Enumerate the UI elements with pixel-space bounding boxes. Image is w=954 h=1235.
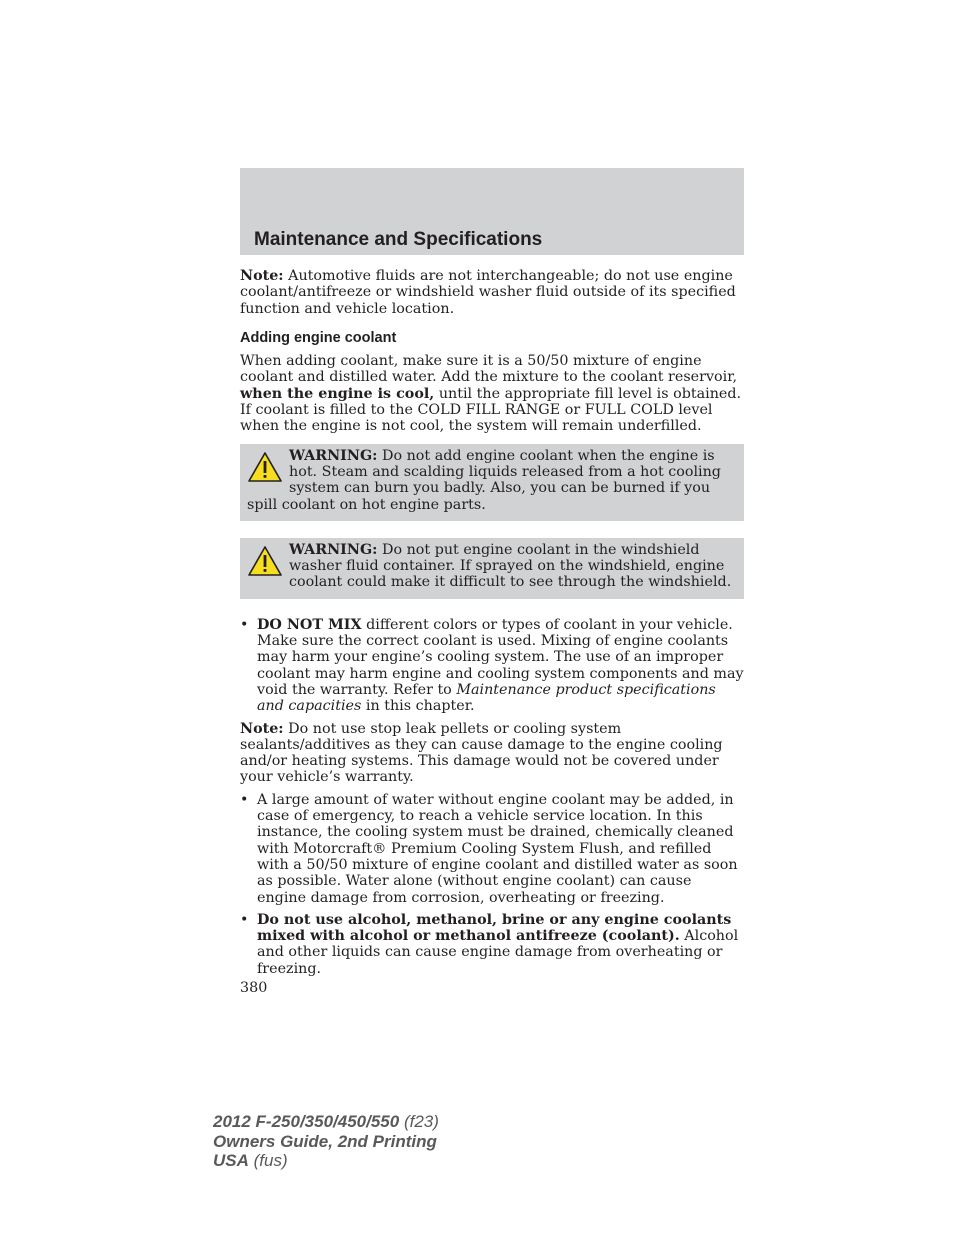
note-automotive-fluids: Note: Automotive fluids are not interchangeable; do not use engine coolant/antifreeze or windshield washer fluid outside of its specified function and vehicle location. — [240, 268, 736, 317]
page-content — [240, 268, 744, 996]
footer-edition-line: Owners Guide, 2nd Printing — [213, 1131, 437, 1151]
document-footer — [213, 1112, 439, 1171]
section-title: Maintenance and Specifications — [254, 229, 543, 250]
bullet-mark: • — [240, 791, 249, 808]
bullet-do-not-mix: • DO NOT MIX different colors or types of coolant in your vehicle. Make sure the correct coolant is used. Mixing of engine coolants may harm your engine’s cooling system. The use of an improper coolant may harm engine and cooling system components and may void the warranty. Refer to Maintenance product specifications and capacities in this chapter. — [240, 616, 744, 715]
warning-text: WARNING: Do not add engine coolant when the engine is hot. Steam and scalding liquids released from a hot cooling system can burn you badly. Also, you can be burned if you spill coolant on hot engine parts. — [247, 447, 721, 513]
note-label: Note: — [240, 268, 284, 284]
note-stop-leak: Note: Do not use stop leak pellets or cooling system sealants/additives as they can cause damage to the engine cooling and/or heating systems. This damage would not be covered under your vehicle’s warranty. — [240, 720, 723, 786]
bullet-no-alcohol: • Do not use alcohol, methanol, brine or any engine coolants mixed with alcohol or methanol antifreeze (coolant). Alcohol and other liquids can cause engine damage from overheating or freezing. — [240, 911, 739, 977]
cross-reference: Maintenance product specifications and capacities — [257, 681, 716, 715]
footer-model-line: 2012 F-250/350/450/550 (f23) — [213, 1112, 439, 1131]
warning-triangle-icon — [247, 545, 283, 577]
warning-text: WARNING: Do not put engine coolant in the windshield washer fluid container. If sprayed on the windshield, engine coolant could make it difficult to see through the windshield. — [289, 541, 732, 591]
subheading-adding-engine-coolant: Adding engine coolant — [240, 329, 397, 346]
page-number: 380 — [240, 979, 268, 996]
bullet-mark: • — [240, 911, 249, 928]
warning-box-washer-fluid — [240, 538, 744, 599]
note-label: Note: — [240, 720, 284, 737]
warning-box-hot-engine — [240, 444, 744, 521]
paragraph-adding-coolant: When adding coolant, make sure it is a 50/50 mixture of engine coolant and distilled water. Add the mixture to the coolant reservoir, when the engine is cool, until the appropriate fill level is obtained. If coolant is filled to the COLD FILL RANGE or FULL COLD level when the engine is not cool, the system will remain underfilled. — [240, 353, 742, 435]
section-header-band — [240, 168, 744, 255]
warning-triangle-icon — [247, 451, 283, 483]
bullet-water-emergency: • A large amount of water without engine coolant may be added, in case of emergency, to reach a vehicle service location. In this instance, the cooling system must be drained, chemically cleaned with Motorcraft® Premium Cooling System Flush, and refilled with a 50/50 mixture of engine coolant and distilled water as soon as possible. Water alone (without engine coolant) can cause engine damage from corrosion, overheating or freezing. — [240, 791, 738, 906]
footer-market-line: USA (fus) — [213, 1151, 288, 1170]
bullet-mark: • — [240, 616, 249, 633]
